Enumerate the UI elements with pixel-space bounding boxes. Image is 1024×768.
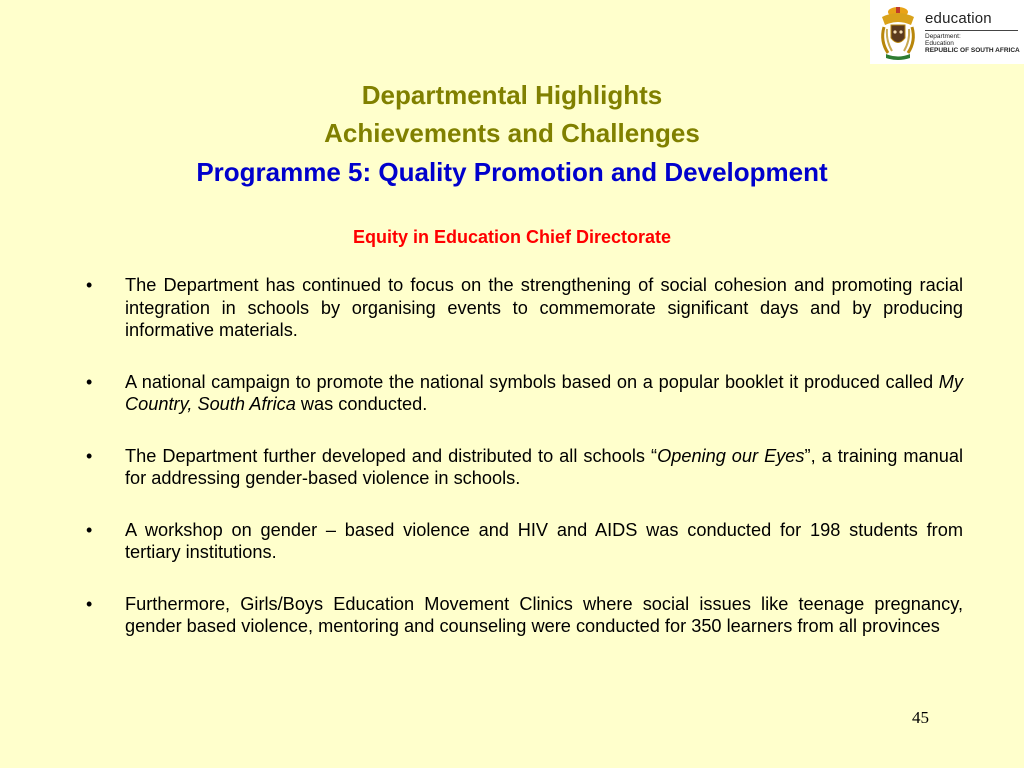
- bullet-text: ”, a training manual for addressing gender-based violence in schools.: [125, 445, 963, 488]
- bullet-marker: •: [86, 519, 93, 540]
- bullet-text: Furthermore, Girls/Boys Education Movement Clinics where social issues like teenage pregnancy, gender based violence, mentoring and counseling were conducted for 350 learners from all provinces: [125, 593, 963, 636]
- bullet-item: [86, 519, 963, 564]
- logo-education-label: Education: [925, 40, 954, 47]
- bullet-item: [86, 593, 963, 638]
- bullet-list: [86, 274, 963, 667]
- bullet-item: [86, 371, 963, 416]
- bullet-marker: •: [86, 371, 93, 392]
- manual-title: Opening our Eyes: [657, 445, 805, 466]
- bullet-item: [86, 274, 963, 342]
- page-number: 45: [912, 708, 929, 727]
- bullet-text: The Department has continued to focus on the strengthening of social cohesion and promoting racial integration in schools by organising events to commemorate significant days and by producing informative materials.: [125, 275, 963, 340]
- booklet-title: My Country, South Africa: [125, 371, 963, 414]
- bullet-text: The Department further developed and distributed to all schools “: [125, 445, 658, 466]
- bullet-text: A workshop on gender – based violence and HIV and AIDS was conducted for 198 students from tertiary institutions.: [125, 519, 963, 562]
- coat-of-arms-icon: [878, 5, 918, 61]
- bullet-text: A national campaign to promote the national symbols based on a popular booklet it produced called: [125, 371, 939, 392]
- logo-country-label: REPUBLIC OF SOUTH AFRICA: [925, 47, 1020, 54]
- bullet-marker: •: [86, 445, 93, 466]
- bullet-marker: •: [86, 593, 93, 614]
- bullet-text: was conducted.: [295, 394, 428, 414]
- logo-divider: [925, 30, 1018, 31]
- section-subtitle: Equity in Education Chief Directorate: [352, 227, 672, 247]
- logo-department-label: Department:: [925, 33, 961, 40]
- logo-wordmark: education: [925, 10, 992, 27]
- bullet-marker: •: [86, 275, 93, 295]
- slide-title-programme: Programme 5: Quality Promotion and Development: [196, 157, 828, 187]
- slide-title-line-2: Achievements and Challenges: [324, 118, 700, 148]
- bullet-item: [86, 445, 963, 490]
- slide-title-line-1: Departmental Highlights: [361, 80, 663, 110]
- department-logo: [870, 0, 1024, 64]
